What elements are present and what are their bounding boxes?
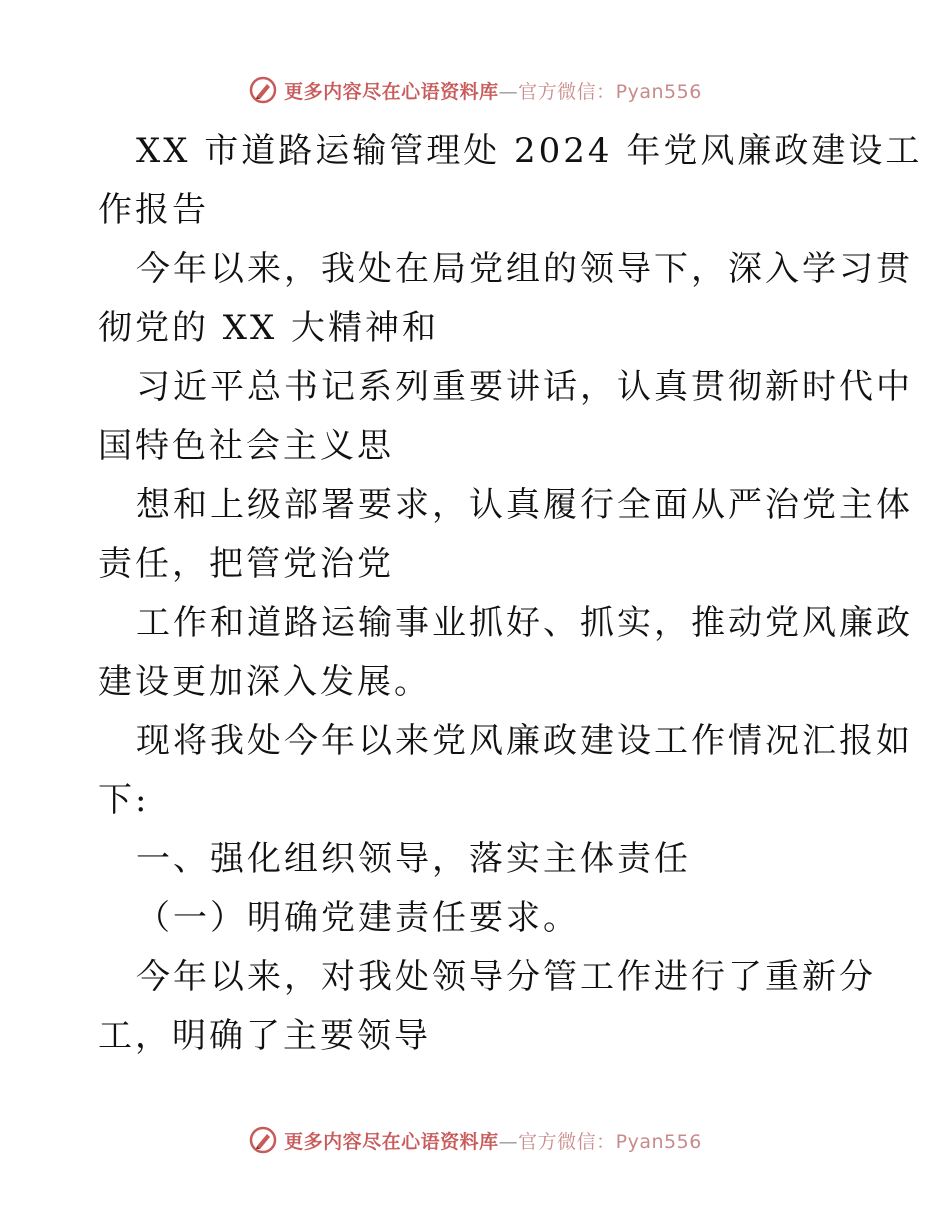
watermark-main: 更多内容尽在心语资料库 [284,80,499,103]
watermark-dash: — [498,1130,519,1153]
paragraph-line: 想和上级部署要求，认真履行全面从严治党主体 [136,485,913,525]
paragraph-line: 下: [98,780,150,820]
section-heading: 一、强化组织领导，落实主体责任 [136,839,691,879]
paragraph-line: 责任，把管党治党 [98,544,394,584]
footer-watermark [0,1120,950,1160]
subsection-heading: （一）明确党建责任要求。 [136,898,580,938]
paragraph-line: 工，明确了主要领导 [98,1016,431,1056]
paragraph-line: 习近平总书记系列重要讲话，认真贯彻新时代中 [136,367,913,407]
paragraph-line: 彻党的 XX 大精神和 [98,308,440,348]
paragraph-line: 今年以来，对我处领导分管工作进行了重新分 [136,957,876,997]
watermark-main: 更多内容尽在心语资料库 [284,1130,499,1153]
watermark-contact: 官方微信：Pyan556 [518,80,702,103]
title-line-1: XX 市道路运输管理处 2024 年党风廉政建设工 [136,131,923,171]
paragraph-line: 工作和道路运输事业抓好、抓实，推动党风廉政 [136,603,913,643]
watermark-dash: — [498,80,519,103]
pen-logo-icon [248,75,278,105]
pen-logo-icon [248,1125,278,1155]
paragraph-line: 国特色社会主义思 [98,426,394,466]
paragraph-line: 建设更加深入发展。 [98,662,431,702]
paragraph-line: 现将我处今年以来党风廉政建设工作情况汇报如 [136,721,913,761]
watermark-contact: 官方微信：Pyan556 [518,1130,702,1153]
paragraph-line: 今年以来，我处在局党组的领导下，深入学习贯 [136,249,913,289]
title-line-2: 作报告 [98,190,209,230]
document-body [98,122,923,1066]
header-watermark [0,70,950,110]
